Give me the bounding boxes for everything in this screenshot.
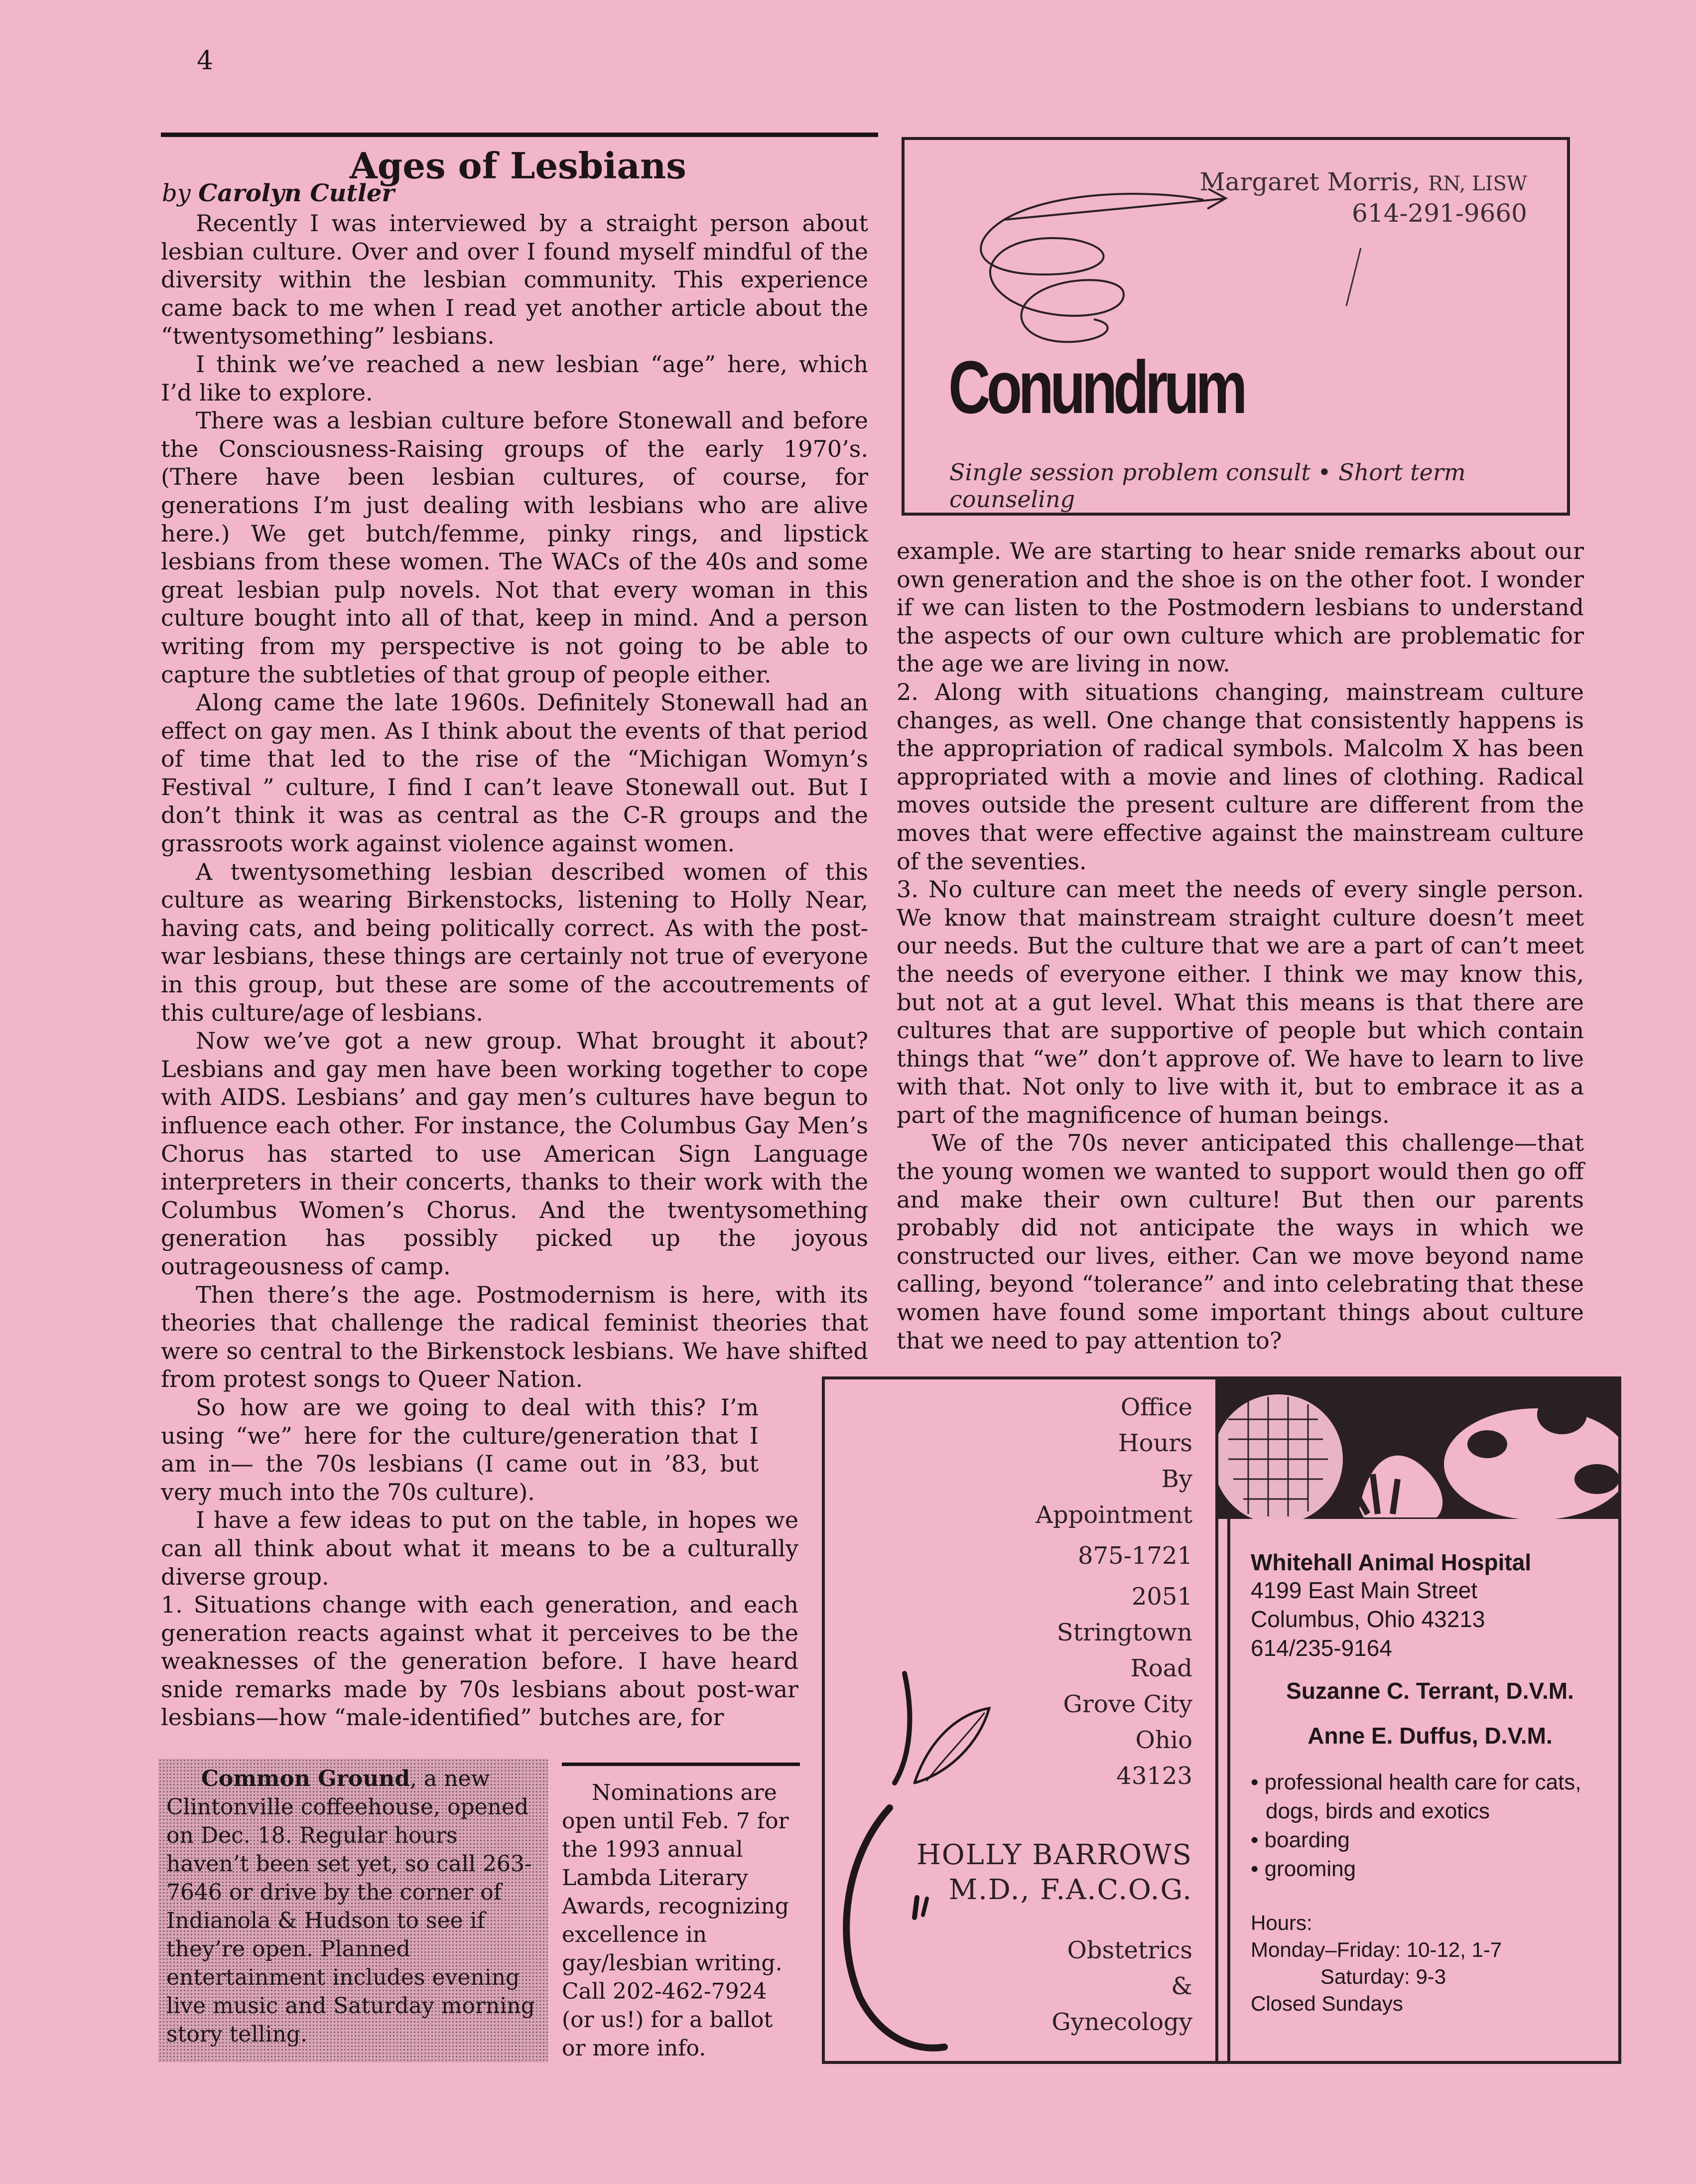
hospital-services: • professional health care for cats, dogs, birds and exotics • boarding • grooming <box>1251 1770 1581 1881</box>
veterinarians: Suzanne C. Terrant, D.V.M. Anne E. Duffus, D.V.M. <box>1286 1678 1574 1749</box>
counselor-name: Margaret Morris, RN, LISW <box>1199 167 1527 196</box>
article-top-rule <box>161 133 878 137</box>
article-left-column <box>161 209 868 1732</box>
article-paragraph: So how are we going to deal with this? I’m using “we” here for the culture/generation that I am in— the 70s lesbians (I came out in ’83, but very much into the 70s culture). <box>161 1393 759 1505</box>
article-paragraph: Along came the late 1960s. Definitely Stonewall had an effect on gay men. As I think about the events of that period of time that led to the rise of the “Michigan Womyn’s Festival ” culture, I find I can’t leave Stonewall out. But I don’t think it was as central as the C-R groups and the grassroots work against violence against women. <box>161 689 868 857</box>
conundrum-tagline: Single session problem consult • Short term counseling <box>949 459 1466 513</box>
office-info: Office Hours By Appointment 875-1721 2051 Stringtown Road Grove City Ohio 43123 <box>1036 1393 1192 1790</box>
article-paragraph: Now we’ve got a new group. What brought it about? Lesbians and gay men have been working together to cope with AIDS. Lesbians’ and gay men’s cultures have begun to influence each other. For instance, the Columbus Gay Men’s Chorus has started to use American Sign Language interpreters in their concerts, thanks to their work with the Columbus Women’s Chorus. And the twentysomething generation has possibly picked up the joyous outrageousness of camp. <box>161 1027 868 1280</box>
article-paragraph: I have a few ideas to put on the table, in hopes we can all think about what it means to be a culturally diverse group. <box>161 1506 798 1590</box>
hospital-address: 4199 East Main Street Columbus, Ohio 43213 614/235-9164 <box>1251 1577 1485 1661</box>
spiral-arrow-icon <box>944 170 1293 359</box>
doctor-name: HOLLY BARROWS M.D., F.A.C.O.G. <box>916 1839 1192 1906</box>
common-ground-name: Common Ground <box>201 1766 410 1791</box>
conundrum-ad <box>902 137 1570 516</box>
article-numbered-point-3: 3. No culture can meet the needs of every single person. We know that mainstream straight culture doesn’t meet our needs. But the culture that we are a part of can’t meet the needs of everyone either. I think we may know this, but not at a gut level. What this means is that there are cultures that are supportive of people but which contain things that “we” don’t approve of. We have to learn to live with that. Not only to live with it, but to embrace it as a part of the magnificence of human beings. <box>897 876 1584 1128</box>
page-number: 4 <box>197 46 214 76</box>
article-closing-paragraph: We of the 70s never anticipated this challenge—that the young women we wanted to support would then go off and make their own culture! But then our parents probably did not anticipate the ways in which we constructed our lives, either. Can we move beyond name calling, beyond “tolerance” and into celebrating that these women have found some important things about culture that we need to pay attention to? <box>897 1129 1584 1354</box>
article-byline: by Carolyn Cutler <box>162 179 394 207</box>
conundrum-logo-text: Conundrum <box>948 345 1244 429</box>
article-numbered-point-2: 2. Along with situations changing, mainstream culture changes, as well. One change that consistently happens is the appropriation of radical symbols. Malcolm X has been appropriated with a movie and lines of clothing. Radical moves outside the present culture are different from the moves that were effective against the mainstream culture of the seventies. <box>897 678 1584 875</box>
counselor-phone: 614-291-9660 <box>1352 199 1527 228</box>
animal-illustration-icon <box>1218 1379 1618 1519</box>
article-right-column <box>897 537 1584 1355</box>
article-paragraph: Then there’s the age. Postmodernism is here, with its theories that challenge the radical feminist theories that were so central to the Birkenstock lesbians. We have shifted from protest songs to Queer Nation. <box>161 1281 868 1393</box>
hospital-info <box>1251 1549 1609 2017</box>
whitehall-animal-hospital-ad <box>1215 1376 1621 2064</box>
doctor-specialty: Obstetrics & Gynecology <box>1051 1936 1192 2036</box>
pen-stroke-mark <box>1346 248 1362 306</box>
article-continuation: example. We are starting to hear snide remarks about our own generation and the shoe is on the other foot. I wonder if we can listen to the Postmodern lesbians to understand the aspects of our own culture which are problematic for the age we are living in now. <box>897 538 1584 678</box>
hospital-hours: Hours: Monday–Friday: 10-12, 1-7 Saturday: 9-3 Closed Sundays <box>1251 1911 1502 2015</box>
hospital-name: Whitehall Animal Hospital <box>1251 1549 1532 1575</box>
nominations-top-rule <box>562 1763 800 1766</box>
article-paragraph: A twentysomething lesbian described women of this culture as wearing Birkenstocks, listening to Holly Near, having cats, and being politically correct. As with the post-war lesbians, these things are certainly not true of everyone in this group, but these are some of the accoutrements of this culture/age of lesbians. <box>161 858 868 1026</box>
article-title: Ages of Lesbians <box>350 144 686 187</box>
article-author: Carolyn Cutler <box>198 179 394 207</box>
article-numbered-point-1: 1. Situations change with each generation, and each generation reacts against what it perceives to be the weaknesses of the generation before. I have heard snide remarks made by 70s lesbians about post-war lesbians—how “male-identified” butches are, for <box>161 1591 798 1731</box>
article-paragraph: I think we’ve reached a new lesbian “age” here, which I’d like to explore. <box>161 350 868 406</box>
article-paragraph: Recently I was interviewed by a straight person about lesbian culture. Over and over I found myself mindful of the diversity within the lesbian community. This experience came back to me when I read yet another article about the “twentysomething” lesbians. <box>161 210 868 350</box>
nominations-notice: Nominations are open until Feb. 7 for the 1993 annual Lambda Literary Awards, recognizing excellence in gay/lesbian writing. Call 202-462-7924 (or us!) for a ballot or more info. <box>562 1780 789 2061</box>
common-ground-notice: Common Ground, a new Clintonville coffeehouse, opened on Dec. 18. Regular hours haven’t been set yet, so call 263-7646 or drive by the corner of Indianola & Hudson to see if they’re open. Planned entertainment includes evening live music and Saturday morning story telling. <box>158 1759 548 2062</box>
holly-barrows-ad <box>822 1376 1230 2064</box>
article-paragraph: There was a lesbian culture before Stonewall and before the Consciousness-Raising groups of the early 1970’s. (There have been lesbian cultures, of course, for generations I’m just dealing with lesbians who are alive here.) We get butch/femme, pinky rings, and lipstick lesbians from these women. The WACs of the 40s and some great lesbian pulp novels. Not that every woman in this culture bought into all of that, keep in mind. And a person writing from my perspective is not going to be able to capture the subtleties of that group of people either. <box>161 407 868 688</box>
